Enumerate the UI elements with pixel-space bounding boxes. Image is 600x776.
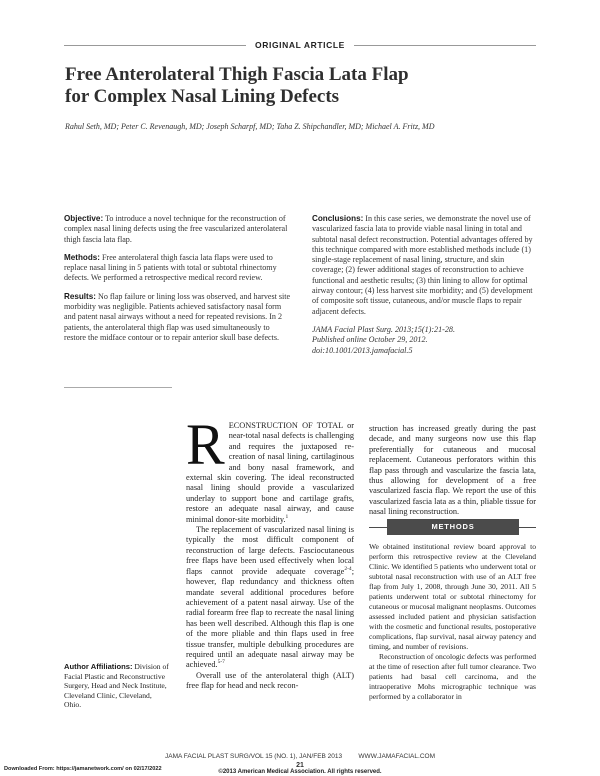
intro-continued-paragraph: struction has increased greatly during the past decade, and many surgeons now use this flap preferentially for cutaneous and mucosal replacement. Cutaneous perforators within this flap pass through and vascularize the fascia lata, thus allowing for development of a free vascularized fascia flap. We report the use of this vascularized fascia lata as a thin, pliable tissue for nasal lining reconstruction. xyxy=(369,424,536,517)
methods-text: Free anterolateral thigh fascia lata flaps were used to replace nasal lining in 5 patients with total or subtotal rhinectomy defects. We performed a retrospective medical record review. xyxy=(64,252,277,283)
results-text: No flap failure or lining loss was observed, and harvest site morbidity was negligible. Patients achieved satisfactory nasal form and patent nasal airways without a need for repeated revisions. In 2 patients, the anterolateral thigh flap was used simultaneously to restore the midface contour or to repair anterior skull base defects. xyxy=(64,291,291,342)
citation-line-3: doi:10.1001/2013.jamafacial.5 xyxy=(312,345,413,355)
intro-paragraph-3: Overall use of the anterolateral thigh (ALT) free flap for head and neck recon- xyxy=(186,670,354,691)
body-right-column-methods xyxy=(369,542,536,702)
affiliations-text: Division of Facial Plastic and Reconstructive Surgery, Head and Neck Institute, Cleveland Clinic, Cleveland, Ohio. xyxy=(64,662,169,710)
objective-text: To introduce a novel technique for the reconstruction of complex nasal lining defects using the free vascularized anterolateral thigh fascia lata flap. xyxy=(64,214,288,244)
article-title xyxy=(65,64,545,108)
copyright-notice: ©2013 American Medical Association. All rights reserved. xyxy=(218,769,382,775)
methods-heading: METHODS xyxy=(387,519,519,535)
citation-line-1: JAMA Facial Plast Surg. 2013;15(1):21-28. xyxy=(312,324,455,334)
page-number: 21 xyxy=(296,762,304,769)
conclusions-text: In this case series, we demonstrate the novel use of vascularized fascia lata to provide viable nasal lining in total and subtotal nasal defect reconstruction. Potential advantages offered by this technique compared with more established methods include (1) single-stage replacement of nasal lining, structure, and skin coverage; (2) fewer additional stages of reconstruction to achieve functional and aesthetic results; (3) thin lining to allow for optimal airway contour; (4) less harvest site morbidity; and (5) development of composite soft tissue, cutaneous, and/or muscle flaps to repair adjacent defects. xyxy=(312,214,533,316)
abstract-left-column xyxy=(64,214,293,351)
article-type-label: ORIGINAL ARTICLE xyxy=(246,37,354,53)
conclusions-label: Conclusions: xyxy=(312,214,364,223)
body-left-column xyxy=(186,412,354,692)
abstract-results xyxy=(64,292,293,343)
author-list: Rahul Seth, MD; Peter C. Revenaugh, MD; Joseph Scharpf, MD; Taha Z. Shipchandler, MD; Michael A. Fritz, MD xyxy=(65,122,435,131)
abstract-conclusions xyxy=(312,214,536,317)
abstract-objective xyxy=(64,214,293,245)
title-line-2: for Complex Nasal Lining Defects xyxy=(65,86,340,107)
intro-paragraph-2: The replacement of vascularized nasal lining is typically the most difficult component of reconstruction of large defects. Fasciocutaneous free flaps have been used effectively when local flaps cannot provide adequate coverage$^{2-4}$; however, flap redundancy and thickness often mandate several additional procedures before achievement of a patent nasal airway. Use of the radial forearm free flap to recreate the nasal lining has been well described. Although this flap is one of the more pliable and thin flaps used in free tissue transfer, multiple debulking procedures are required until an adequate nasal airway may be achieved.$^{5-7}$ xyxy=(186,525,354,670)
journal-website: WWW.JAMAFACIAL.COM xyxy=(358,753,435,760)
title-line-1: Free Anterolateral Thigh Fascia Lata Flap xyxy=(65,64,409,85)
results-label: Results: xyxy=(64,291,96,301)
citation-line-2: Published online October 29, 2012. xyxy=(312,335,428,345)
author-affiliations xyxy=(64,662,170,710)
abstract-methods xyxy=(64,253,293,284)
drop-cap: R xyxy=(186,412,225,477)
methods-paragraph-2: Reconstruction of oncologic defects was performed at the time of resection after full tumor clearance. Two patients had basal cell carcinoma, and the intraoperative Mohs micrographic technique was performed by a collaborator in xyxy=(369,652,536,701)
citation-block xyxy=(312,325,536,356)
abstract-right-column xyxy=(312,214,536,356)
methods-paragraph-1: We obtained institutional review board approval to perform this retrospective review at the Cleveland Clinic. We identified 5 patients who underwent total or subtotal nasal reconstruction with use of an ALT free flap from July 1, 2008, through June 30, 2011. All 5 patients underwent total or subtotal rhinectomy for cutaneous or mucosal malignant neoplasms. Outcomes assessed included patient and physician satisfaction with the cosmetic and functional results, postoperative complications, flap survival, nasal airway patency and timing, and number of revisions. xyxy=(369,542,536,651)
objective-label: Objective: xyxy=(64,214,104,223)
affiliations-label: Author Affiliations: xyxy=(64,662,133,671)
download-stamp: Downloaded From: https://jamanetwork.com/ on 02/17/2022 xyxy=(4,766,162,772)
intro-paragraph-1: RECONSTRUCTION OF TOTAL or near-total nasal defects is challenging and requires the juxtaposed re-creation of nasal lining, cartilaginous and bony nasal framework, and external skin covering. The ideal reconstructed nasal lining should provide a vascularized underlay to support bone and cartilage grafts, restore an adequate nasal airway, and cause minimal donor-site morbidity.$^1$ xyxy=(186,412,354,524)
abstract-rule xyxy=(64,387,172,388)
body-right-column-top xyxy=(369,424,536,518)
methods-label: Methods: xyxy=(64,252,100,262)
footer-journal-line: JAMA FACIAL PLAST SURG/VOL 15 (NO. 1), JAN/FEB 2013 WWW.JAMAFACIAL.COM xyxy=(165,753,435,760)
